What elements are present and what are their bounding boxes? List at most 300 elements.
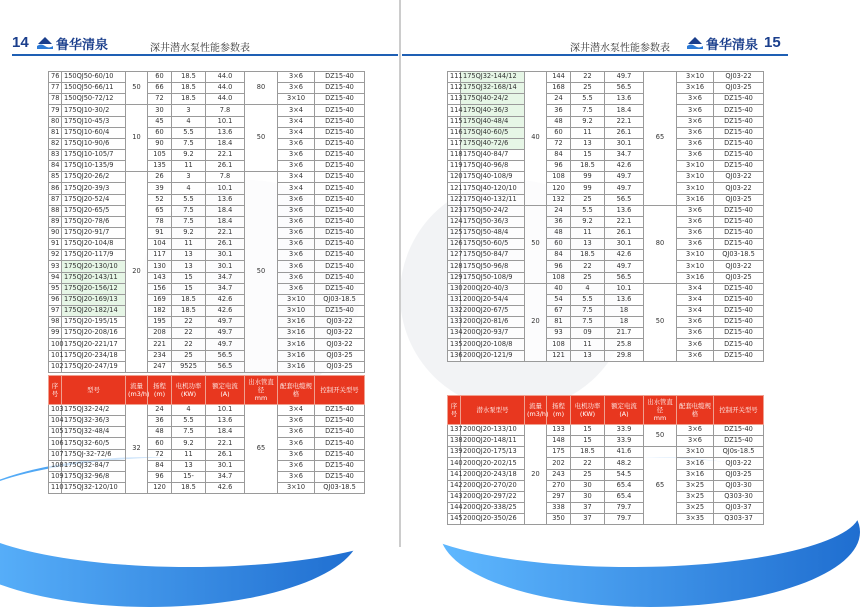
table-cell: 3×16 <box>677 469 714 480</box>
table-cell: 24 <box>148 405 172 416</box>
table-cell: 175QJ-32-72/6 <box>62 449 126 460</box>
table-row <box>448 161 764 172</box>
table-cell: 175QJ40-108/9 <box>461 172 525 183</box>
table-cell: 175QJ40-72/6 <box>461 138 525 149</box>
table-cell: 138 <box>448 436 461 447</box>
table-row <box>49 216 365 227</box>
table-row <box>448 272 764 283</box>
table-cell: DZ15-40 <box>315 405 365 416</box>
table-cell: 175QJ32-60/5 <box>62 438 126 449</box>
table-cell: 18.5 <box>172 294 206 305</box>
table-cell: DZ15-40 <box>315 438 365 449</box>
table-cell: 13.6 <box>206 416 245 427</box>
table-cell: 115 <box>448 116 461 127</box>
column-header: 序号 <box>448 396 461 425</box>
table-cell: 09 <box>571 328 605 339</box>
table-cell: 202 <box>547 458 571 469</box>
table-cell: QJ03-25 <box>315 350 365 361</box>
table-cell: 30 <box>148 105 172 116</box>
table-cell: 54.5 <box>605 469 644 480</box>
table-cell: 81 <box>49 127 62 138</box>
table-cell: 3×6 <box>278 194 315 205</box>
table-cell: 175QJ20-104/8 <box>62 239 126 250</box>
table-cell: 89 <box>49 216 62 227</box>
table-cell: 84 <box>547 149 571 160</box>
table-cell: 76 <box>49 72 62 83</box>
table-cell: 3×6 <box>677 317 714 328</box>
table-cell: 49.7 <box>605 172 644 183</box>
table-row <box>49 427 365 438</box>
table-cell: 22 <box>172 339 206 350</box>
table-cell: QJ0s-18.5 <box>714 447 764 458</box>
table-cell: 99 <box>571 172 605 183</box>
table-cell: 15- <box>172 471 206 482</box>
table-cell: 200QJ20-202/15 <box>461 458 525 469</box>
table-cell: QJ03-22 <box>714 172 764 183</box>
table-cell: 21.7 <box>605 328 644 339</box>
table-cell: DZ15-40 <box>714 283 764 294</box>
table-cell: 3×6 <box>278 205 315 216</box>
table-cell: 65.4 <box>605 491 644 502</box>
table-row <box>448 116 764 127</box>
table-cell: 15 <box>571 149 605 160</box>
table-row <box>448 502 764 513</box>
table-cell: 60 <box>148 438 172 449</box>
table-cell: 92 <box>49 250 62 261</box>
brand-name: 鲁华清泉 <box>706 38 759 53</box>
table-cell: 3×6 <box>677 328 714 339</box>
column-header: 流量 (m3/h) <box>126 376 148 405</box>
table-row <box>448 317 764 328</box>
table-cell: 40 <box>547 283 571 294</box>
column-header: 控制开关型号 <box>714 396 764 425</box>
table-cell: 143 <box>148 272 172 283</box>
table-cell: 175QJ32-24/2 <box>62 405 126 416</box>
table-header-row <box>448 396 764 425</box>
table-row <box>448 436 764 447</box>
table-cell: 24 <box>547 94 571 105</box>
table-cell: 96 <box>547 261 571 272</box>
table-cell: 18.5 <box>571 250 605 261</box>
table-cell: 350 <box>547 514 571 525</box>
table-row <box>49 449 365 460</box>
table-row <box>448 205 764 216</box>
table-cell: 145 <box>448 514 461 525</box>
table-cell: QJ03-18.5 <box>315 482 365 493</box>
table-cell: 104 <box>148 239 172 250</box>
table-cell: 18.5 <box>172 482 206 493</box>
table-cell: 3×6 <box>278 471 315 482</box>
table-cell: 3×6 <box>677 94 714 105</box>
table-cell: Q303-30 <box>714 491 764 502</box>
table-row <box>49 283 365 294</box>
table-row <box>49 105 365 116</box>
table-header-row <box>49 376 365 405</box>
table-cell: 72 <box>148 94 172 105</box>
table-cell: 175QJ50-108/9 <box>461 272 525 283</box>
table-cell: QJ03-18.5 <box>315 294 365 305</box>
column-header: 序号 <box>49 376 62 405</box>
table-cell: 175QJ40-132/11 <box>461 194 525 205</box>
table-cell: 65 <box>644 447 677 525</box>
table-cell: 3×6 <box>677 436 714 447</box>
table-row <box>49 138 365 149</box>
table-cell: 175QJ40-96/8 <box>461 161 525 172</box>
table-cell: QJ03-30 <box>714 480 764 491</box>
table-cell: 3×6 <box>278 449 315 460</box>
table-row <box>49 127 365 138</box>
table-cell: 101 <box>49 350 62 361</box>
table-cell: 175QJ20-195/15 <box>62 317 126 328</box>
table-cell: 110 <box>49 482 62 493</box>
table-cell: 106 <box>49 438 62 449</box>
table-cell: 168 <box>547 83 571 94</box>
table-cell: 3×6 <box>278 261 315 272</box>
table-cell: 10.1 <box>206 116 245 127</box>
table-cell: 175QJ50-24/2 <box>461 205 525 216</box>
table-cell: 200QJ20-81/6 <box>461 317 525 328</box>
table-row <box>448 425 764 436</box>
table-cell: 135 <box>448 339 461 350</box>
table-cell: 134 <box>448 328 461 339</box>
table-cell: 13 <box>172 250 206 261</box>
page-number: 15 <box>764 34 781 51</box>
table-cell: 26.1 <box>206 239 245 250</box>
table-cell: 13.6 <box>605 94 644 105</box>
table-cell: 22 <box>571 458 605 469</box>
table-cell: 30.1 <box>206 250 245 261</box>
table-cell: 18.4 <box>206 205 245 216</box>
table-cell: 3×6 <box>278 138 315 149</box>
table-cell: 131 <box>448 294 461 305</box>
table-cell: 200QJ20-297/22 <box>461 491 525 502</box>
table-cell: 78 <box>49 94 62 105</box>
table-cell: 34.7 <box>206 272 245 283</box>
table-cell: 3×6 <box>278 83 315 94</box>
table-row <box>448 261 764 272</box>
table-cell: 3×10 <box>278 94 315 105</box>
table-cell: 5.5 <box>172 194 206 205</box>
table-cell: 126 <box>448 239 461 250</box>
table-cell: 175QJ10-105/7 <box>62 149 126 160</box>
table-row <box>448 149 764 160</box>
table-row <box>448 480 764 491</box>
table-cell: DZ15-40 <box>714 305 764 316</box>
column-header: 配套电缆规格 <box>677 396 714 425</box>
table-cell: 3×6 <box>278 427 315 438</box>
table-cell: 3 <box>172 172 206 183</box>
table-cell: 93 <box>547 328 571 339</box>
table-cell: 108 <box>547 339 571 350</box>
table-cell: 49.7 <box>206 339 245 350</box>
table-cell: 5.5 <box>172 127 206 138</box>
table-cell: DZ15-40 <box>714 339 764 350</box>
table-cell: 18 <box>605 317 644 328</box>
table-cell: 124 <box>448 216 461 227</box>
table-row <box>448 283 764 294</box>
table-cell: 175QJ40-36/3 <box>461 105 525 116</box>
table-cell: 3×16 <box>677 83 714 94</box>
table-cell: 142 <box>448 480 461 491</box>
pump-table-bottom <box>48 375 365 494</box>
table-cell: 42.6 <box>206 305 245 316</box>
table-cell: 98 <box>49 317 62 328</box>
table-cell: 3×6 <box>278 227 315 238</box>
table-cell: 3×10 <box>677 183 714 194</box>
table-cell: 42.6 <box>605 161 644 172</box>
table-cell: 175QJ20-234/18 <box>62 350 126 361</box>
table-row <box>49 294 365 305</box>
table-cell: 3×6 <box>278 272 315 283</box>
table-cell: 13 <box>172 261 206 272</box>
table-cell: 132 <box>547 194 571 205</box>
table-cell: 84 <box>547 250 571 261</box>
table-cell: 4 <box>571 283 605 294</box>
table-cell: 175QJ32-144/12 <box>461 72 525 83</box>
table-cell: 3×4 <box>278 183 315 194</box>
table-cell: 100 <box>49 339 62 350</box>
table-cell: 10.1 <box>206 405 245 416</box>
table-row <box>49 272 365 283</box>
table-cell: 15 <box>172 283 206 294</box>
table-cell: 3×6 <box>677 116 714 127</box>
table-cell: 175QJ40-48/4 <box>461 116 525 127</box>
table-cell: 140 <box>448 458 461 469</box>
table-cell: 175 <box>547 447 571 458</box>
table-cell: QJ03-22 <box>315 339 365 350</box>
table-cell: 49.7 <box>605 261 644 272</box>
table-cell: 3×6 <box>278 72 315 83</box>
table-row <box>49 94 365 105</box>
table-cell: 11 <box>172 161 206 172</box>
table-cell: DZ15-40 <box>315 416 365 427</box>
table-cell: 33.9 <box>605 436 644 447</box>
table-cell: 3×6 <box>677 239 714 250</box>
table-cell: 9.2 <box>571 116 605 127</box>
table-cell: 200QJ20-108/8 <box>461 339 525 350</box>
table-cell: 25 <box>571 194 605 205</box>
table-cell: 26.1 <box>605 127 644 138</box>
table-cell: DZ15-40 <box>714 239 764 250</box>
table-cell: 30 <box>571 480 605 491</box>
table-cell: 141 <box>448 469 461 480</box>
table-cell: 143 <box>448 491 461 502</box>
table-cell: 18.4 <box>206 138 245 149</box>
table-cell: DZ15-40 <box>315 305 365 316</box>
table-cell: 137 <box>448 425 461 436</box>
table-cell: 4 <box>172 405 206 416</box>
table-cell: DZ15-40 <box>315 127 365 138</box>
table-cell: DZ15-40 <box>315 72 365 83</box>
table-row <box>49 227 365 238</box>
table-cell: 114 <box>448 105 461 116</box>
table-cell: 175QJ20-130/10 <box>62 261 126 272</box>
header-rule <box>402 54 788 56</box>
table-cell: 3×10 <box>677 172 714 183</box>
table-cell: 25 <box>172 350 206 361</box>
table-cell: 3×4 <box>677 305 714 316</box>
table-cell: 4 <box>172 183 206 194</box>
table-cell: DZ15-40 <box>714 116 764 127</box>
table-cell: 91 <box>49 239 62 250</box>
table-cell: 22.1 <box>206 227 245 238</box>
table-cell: 108 <box>547 272 571 283</box>
table-cell: 56.5 <box>206 361 245 372</box>
table-cell: QJ03-25 <box>714 194 764 205</box>
table-row <box>49 405 365 416</box>
table-cell: 125 <box>448 227 461 238</box>
table-cell: 25 <box>571 469 605 480</box>
table-cell: 87 <box>49 194 62 205</box>
pump-table-top <box>447 71 764 362</box>
table-cell: 3×6 <box>278 283 315 294</box>
table-cell: 30.1 <box>605 239 644 250</box>
table-cell: 120 <box>448 172 461 183</box>
table-row <box>49 261 365 272</box>
table-row <box>448 328 764 339</box>
table-cell: 30 <box>571 491 605 502</box>
table-cell: 175QJ50-36/3 <box>461 216 525 227</box>
table-cell: QJ03-22 <box>714 72 764 83</box>
page-title: 深井潜水泵性能参数表 <box>150 43 250 54</box>
table-row <box>49 183 365 194</box>
table-cell: 99 <box>49 328 62 339</box>
table-cell: 91 <box>148 227 172 238</box>
table-cell: 5.5 <box>571 205 605 216</box>
table-cell: 112 <box>448 83 461 94</box>
table-cell: 175QJ20-52/4 <box>62 194 126 205</box>
table-cell: 25 <box>571 83 605 94</box>
header-rule <box>12 54 398 56</box>
table-cell: 144 <box>448 502 461 513</box>
table-cell: 25.8 <box>605 339 644 350</box>
table-cell: 102 <box>49 361 62 372</box>
table-cell: 175QJ10-45/3 <box>62 116 126 127</box>
table-cell: 7.5 <box>172 138 206 149</box>
table-row <box>49 149 365 160</box>
table-cell: 13 <box>571 350 605 361</box>
table-cell: 88 <box>49 205 62 216</box>
table-cell: QJ03-22 <box>315 317 365 328</box>
table-cell: 96 <box>547 161 571 172</box>
table-row <box>448 72 764 83</box>
table-cell: DZ15-40 <box>315 105 365 116</box>
table-row <box>448 514 764 525</box>
table-cell: 60 <box>148 127 172 138</box>
table-cell: 3×6 <box>677 127 714 138</box>
table-cell: 45 <box>148 116 172 127</box>
table-cell: 65 <box>148 205 172 216</box>
table-cell: QJ03-22 <box>714 458 764 469</box>
table-cell: 3×16 <box>278 350 315 361</box>
table-cell: 7.5 <box>571 105 605 116</box>
table-cell: 3×10 <box>278 305 315 316</box>
table-cell: 50 <box>644 425 677 447</box>
table-cell: 270 <box>547 480 571 491</box>
table-cell: 3×6 <box>677 227 714 238</box>
table-cell: QJ03-22 <box>315 328 365 339</box>
table-cell: 33.9 <box>605 425 644 436</box>
column-header: 出水管直径 mm <box>644 396 677 425</box>
table-cell: 90 <box>49 227 62 238</box>
table-cell: 175QJ10-30/2 <box>62 105 126 116</box>
table-row <box>49 194 365 205</box>
table-cell: 338 <box>547 502 571 513</box>
table-cell: 175QJ50-48/4 <box>461 227 525 238</box>
table-row <box>448 294 764 305</box>
table-row <box>49 172 365 183</box>
table-row <box>448 194 764 205</box>
table-cell: DZ15-40 <box>714 294 764 305</box>
table-row <box>49 361 365 372</box>
table-row <box>49 305 365 316</box>
table-cell: DZ15-40 <box>315 205 365 216</box>
table-cell: 18.5 <box>571 161 605 172</box>
table-cell: 18.4 <box>206 216 245 227</box>
table-cell: 15 <box>571 425 605 436</box>
table-cell: 78 <box>148 216 172 227</box>
table-cell: 95 <box>49 283 62 294</box>
table-cell: 11 <box>571 339 605 350</box>
table-cell: 117 <box>148 250 172 261</box>
table-cell: 175QJ32-120/10 <box>62 482 126 493</box>
table-cell: 121 <box>547 350 571 361</box>
table-cell: 221 <box>148 339 172 350</box>
column-header: 控制开关型号 <box>315 376 365 405</box>
table-cell: 30.1 <box>206 261 245 272</box>
table-row <box>448 183 764 194</box>
table-cell: 3×6 <box>677 138 714 149</box>
table-cell: 26.1 <box>206 449 245 460</box>
table-row <box>448 105 764 116</box>
table-cell: 127 <box>448 250 461 261</box>
table-cell: 148 <box>547 436 571 447</box>
table-cell: QJ03-22 <box>714 183 764 194</box>
table-row <box>49 350 365 361</box>
table-cell: 84 <box>148 460 172 471</box>
table-row <box>448 339 764 350</box>
table-cell: 80 <box>644 205 677 283</box>
table-cell: 22.1 <box>206 438 245 449</box>
table-cell: 3×6 <box>677 205 714 216</box>
table-cell: 200QJ20-121/9 <box>461 350 525 361</box>
page-number: 14 <box>12 34 29 51</box>
table-cell: QJ03-18.5 <box>714 250 764 261</box>
table-cell: 175QJ20-156/12 <box>62 283 126 294</box>
table-cell: 182 <box>148 305 172 316</box>
table-row <box>448 227 764 238</box>
table-cell: 200QJ20-40/3 <box>461 283 525 294</box>
table-cell: 111 <box>448 72 461 83</box>
table-cell: 175QJ20-91/7 <box>62 227 126 238</box>
table-cell: 50 <box>245 172 278 373</box>
table-cell: 40 <box>525 72 547 206</box>
table-cell: 50 <box>126 72 148 105</box>
table-cell: 54 <box>547 294 571 305</box>
table-cell: 116 <box>448 127 461 138</box>
table-cell: 117 <box>448 138 461 149</box>
table-row <box>448 83 764 94</box>
table-cell: 3×16 <box>677 458 714 469</box>
table-cell: 22 <box>571 261 605 272</box>
table-cell: 9525 <box>172 361 206 372</box>
table-cell: QJ03-25 <box>714 469 764 480</box>
table-cell: 10.1 <box>605 283 644 294</box>
table-cell: 18.5 <box>172 305 206 316</box>
table-cell: 175QJ40-24/2 <box>461 94 525 105</box>
table-cell: 175QJ20-65/5 <box>62 205 126 216</box>
left-page <box>0 0 400 547</box>
